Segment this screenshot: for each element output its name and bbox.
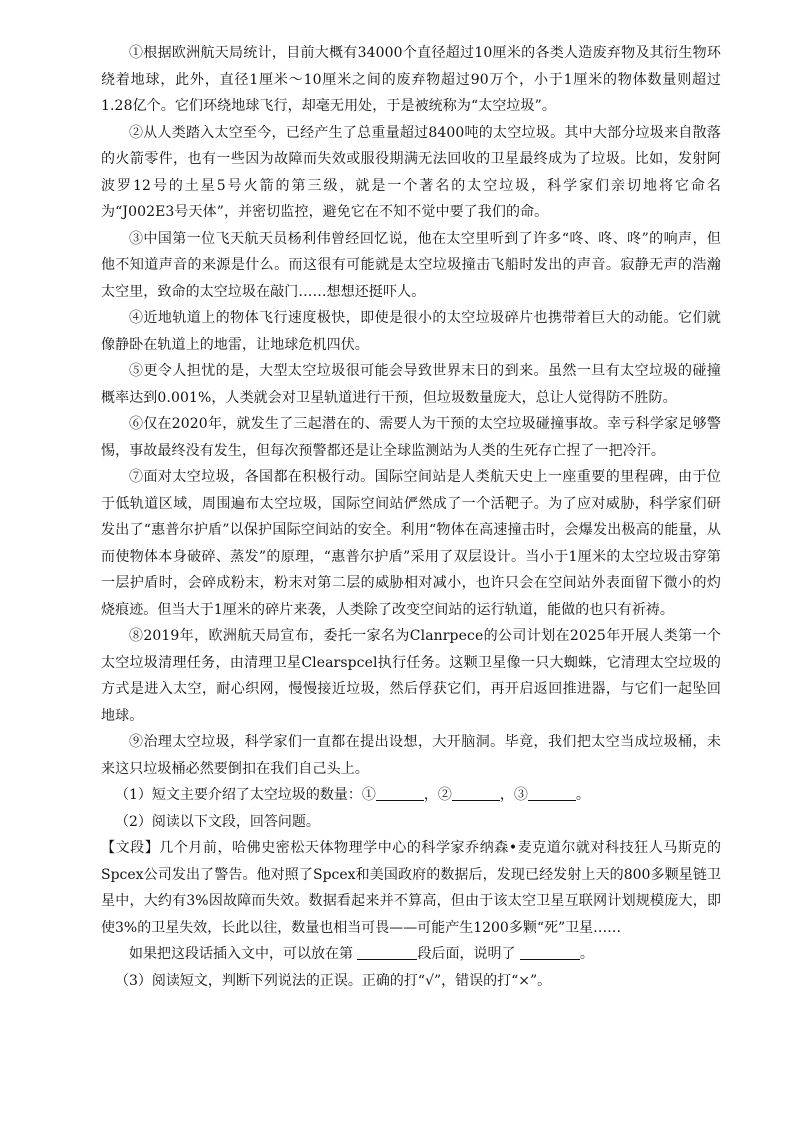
- question-1-prefix: （1）短文主要介绍了太空垃圾的数量：①: [115, 787, 376, 803]
- paragraph-6: ⑥仅在2020年，就发生了三起潜在的、需要人为干预的太空垃圾碰撞事故。幸亏科学家足够警惕，事故最终没有发生，但每次预警都还是让全球监测站为人类的生死存亡捏了一把冷汗。: [101, 416, 721, 459]
- answer-blank-2[interactable]: [452, 786, 500, 801]
- question-1-sep1: ，②: [423, 787, 452, 803]
- paragraph-9: ⑨治理太空垃圾，科学家们一直都在提出设想，大开脑洞。毕竟，我们把太空当成垃圾桶，未来这只垃圾桶必然要倒扣在我们自己头上。: [101, 734, 721, 777]
- question-3: （3）阅读短文，判断下列说法的正误。正确的打“√”，错误的打“×”。: [115, 972, 552, 989]
- answer-blank-paragraph[interactable]: [357, 945, 417, 960]
- answer-blank-3[interactable]: [528, 786, 576, 801]
- question-2-sub-mid: 段后面，说明了: [417, 946, 516, 962]
- question-1: [101, 782, 721, 809]
- paragraph-2: ②从人类踏入太空至今，已经产生了总重量超过8400吨的太空垃圾。其中大部分垃圾来自散落的火箭零件，也有一些因为故障而失效或服役期满无法回收的卫星最终成为了垃圾。比如，发射阿波罗12号的土星5号火箭的第三级，就是一个著名的太空垃圾，科学家们亲切地将它命名为“J002E3号天体”，并密切监控，避免它在不知不觉中要了我们的命。: [101, 124, 721, 220]
- paragraph-7: ⑦面对太空垃圾，各国都在积极行动。国际空间站是人类航天史上一座重要的里程碑，由于位于低轨道区域，周围遍布太空垃圾，国际空间站俨然成了一个活靶子。为了应对威胁，科学家们研发出了“惠普尔护盾”以保护国际空间站的安全。利用“物体在高速撞击时，会爆发出极高的能量，从而使物体本身破碎、蒸发”的原理，“惠普尔护盾”采用了双层设计。当小于1厘米的太空垃圾击穿第一层护盾时，会碎成粉末，粉末对第二层的威胁相对减小，也许只会在空间站外表面留下微小的灼烧痕迹。但当大于1厘米的碎片来袭，人类除了改变空间站的运行轨道，能做的也只有祈祷。: [101, 469, 721, 618]
- answer-blank-1[interactable]: [376, 786, 424, 801]
- paragraph-4: ④近地轨道上的物体飞行速度极快，即使是很小的太空垃圾碎片也携带着巨大的动能。它们就像静卧在轨道上的地雷，让地球危机四伏。: [101, 310, 721, 353]
- question-1-end: 。: [575, 787, 590, 803]
- document-page: [101, 40, 721, 994]
- paragraph-8: ⑧2019年，欧洲航天局宣布，委托一家名为Clanrpece的公司计划在2025年开展人类第一个太空垃圾清理任务，由清理卫星Clearspcel执行任务。这颗卫星像一只大蜘蛛，它清理太空垃圾的方式是进入太空，耐心织网，慢慢接近垃圾，然后俘获它们，再开启返回推进器，与它们一起坠回地球。: [101, 628, 721, 724]
- question-1-sep2: ，③: [499, 787, 528, 803]
- question-2-subquestion: [101, 941, 721, 968]
- question-2-sub-prefix: 如果把这段话插入文中，可以放在第: [129, 946, 353, 962]
- question-2-sub-end: 。: [579, 946, 594, 962]
- text-segment: 【文段】几个月前，哈佛史密松天体物理学中心的科学家乔纳森•麦克道尔就对科技狂人马斯克的Spcex公司发出了警告。他对照了Spcex和美国政府的数据后，发现已经发射上天的800多颗星链卫星中，大约有3%因故障而失效。数据看起来并不算高，但由于该太空卫星互联网计划规模庞大，即使3%的卫星失效，长此以往，数量也相当可畏——可能产生1200多颗“死”卫星……: [101, 840, 721, 936]
- answer-blank-explanation[interactable]: [520, 945, 580, 960]
- paragraph-3: ③中国第一位飞天航天员杨利伟曾经回忆说，他在太空里听到了许多“咚、咚、咚”的响声，但他不知道声音的来源是什么。而这很有可能就是太空垃圾撞击飞船时发出的声音。寂静无声的浩瀚太空里，致命的太空垃圾在敲门……想想还挺吓人。: [101, 230, 721, 300]
- question-2: （2）阅读以下文段，回答问题。: [115, 813, 320, 830]
- paragraph-1: ①根据欧洲航天局统计，目前大概有34000个直径超过10厘米的各类人造废弃物及其衍生物环绕着地球，此外，直径1厘米～10厘米之间的废弃物超过90万个，小于1厘米的物体数量则超过1.28亿个。它们环绕地球飞行，却毫无用处，于是被统称为“太空垃圾”。: [101, 45, 721, 114]
- paragraph-5: ⑤更令人担忧的是，大型太空垃圾很可能会导致世界末日的到来。虽然一旦有太空垃圾的碰撞概率达到0.001%，人类就会对卫星轨道进行干预，但垃圾数量庞大，总让人觉得防不胜防。: [101, 363, 721, 406]
